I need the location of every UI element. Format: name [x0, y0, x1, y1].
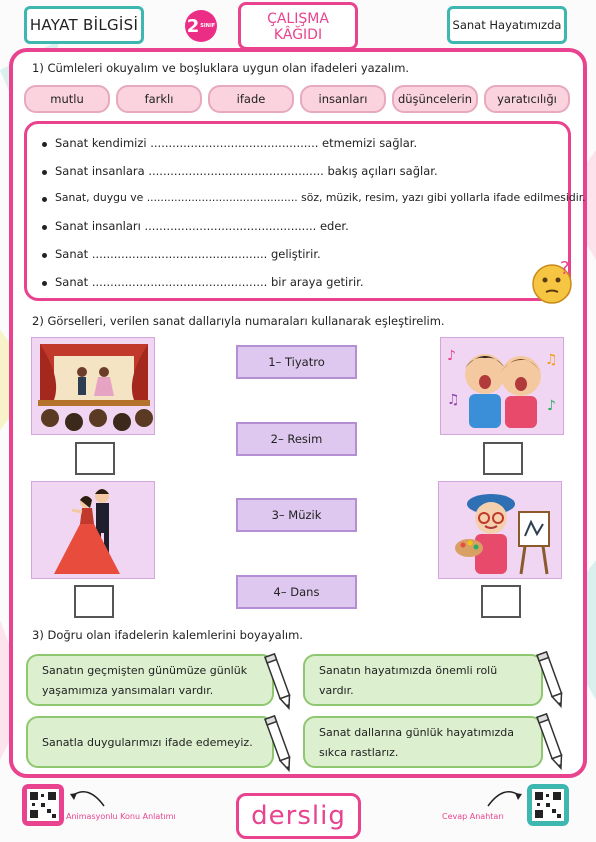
dancing-couple-icon	[32, 482, 155, 579]
word-chip: insanları	[300, 85, 386, 113]
statement-4	[303, 716, 543, 768]
statement-1	[26, 654, 274, 706]
sentence-6[interactable]: Sanat ................................................ bir araya getirir.	[55, 275, 364, 289]
brand-logo: derslig	[236, 793, 361, 839]
animated-lesson-link[interactable]: Animasyonlu Konu Anlatımı	[66, 812, 176, 821]
pencil-icon[interactable]	[264, 712, 294, 774]
pencil-icon[interactable]	[536, 710, 566, 772]
answer-box-music[interactable]	[483, 442, 523, 475]
sentence-3[interactable]: Sanat, duygu ve ............................................ söz, müzik, resim, yazı gibi yollarla ifade edilmesidir.	[55, 191, 586, 204]
word-chip: mutlu	[24, 85, 110, 113]
branch-label-theatre: 1– Tiyatro	[236, 345, 357, 379]
sentence-box	[24, 121, 586, 301]
sentence-1[interactable]: Sanat kendimizi .............................................. etmemizi sağlar.	[55, 136, 418, 150]
statement-4-line1: Sanat dallarına günlük hayatımızda	[319, 726, 515, 739]
grade-number: 2	[186, 15, 200, 37]
pencil-icon[interactable]	[264, 650, 294, 712]
grade-badge	[185, 10, 217, 42]
statement-1-line2: yaşamımıza yansımaları vardır.	[42, 684, 214, 697]
word-chip: yaratıcılığı	[484, 85, 570, 113]
painter-girl-icon	[439, 482, 562, 579]
topic-title: Sanat Hayatımızda	[447, 6, 567, 44]
svg-text:♫: ♫	[447, 392, 460, 408]
answer-box-theatre[interactable]	[75, 442, 115, 475]
statement-3-line1: Sanatla duygularımızı ifade edemeyiz.	[42, 736, 253, 749]
statement-4-line2: sıkca rastlarız.	[319, 746, 399, 759]
word-chip: düşüncelerin	[392, 85, 478, 113]
word-chip: farklı	[116, 85, 202, 113]
qr-code-icon[interactable]	[22, 784, 64, 826]
music-image	[440, 337, 564, 435]
subject-title: HAYAT BİLGİSİ	[24, 6, 144, 44]
worksheet-title-line1: ÇALIŞMA	[267, 11, 329, 27]
qr-code-icon[interactable]	[527, 784, 569, 826]
sentence-4[interactable]: Sanat insanları ............................................... eder.	[55, 219, 349, 233]
statement-3	[26, 716, 274, 768]
theatre-stage-icon	[32, 338, 155, 435]
svg-text:♪: ♪	[447, 348, 456, 364]
painting-image	[438, 481, 562, 579]
word-chip: ifade	[208, 85, 294, 113]
answer-box-painting[interactable]	[481, 585, 521, 618]
worksheet-title-line2: KÂĞIDI	[273, 27, 323, 43]
branch-label-dance: 4– Dans	[236, 575, 357, 609]
q1-instruction: 1) Cümleleri okuyalım ve boşluklara uygun olan ifadeleri yazalım.	[32, 61, 410, 75]
branch-label-music: 3– Müzik	[236, 498, 357, 532]
arrow-right-icon	[484, 784, 524, 810]
branch-label-painting: 2– Resim	[236, 422, 357, 456]
statement-1-line1: Sanatın geçmişten günümüze günlük	[42, 664, 248, 677]
q2-instruction: 2) Görselleri, verilen sanat dallarıyla numaraları kullanarak eşleştirelim.	[32, 314, 445, 328]
sentence-2[interactable]: Sanat insanlara ................................................ bakış açıları sağlar.	[55, 164, 438, 178]
pencil-icon[interactable]	[536, 648, 566, 710]
thinking-emoji-icon	[528, 258, 578, 306]
answer-box-dance[interactable]	[74, 585, 114, 618]
statement-2-line2: vardır.	[319, 684, 354, 697]
dance-image	[31, 481, 155, 579]
arrow-left-icon	[68, 784, 108, 810]
q3-instruction: 3) Doğru olan ifadelerin kalemlerini boyayalım.	[32, 628, 303, 642]
svg-text:♪: ♪	[547, 398, 556, 414]
svg-text:♫: ♫	[545, 352, 558, 368]
singing-children-icon	[441, 338, 564, 435]
statement-2	[303, 654, 543, 706]
worksheet-title	[238, 2, 358, 50]
sentence-5[interactable]: Sanat ................................................ geliştirir.	[55, 247, 321, 261]
svg-text:?: ?	[560, 258, 570, 279]
answer-key-link[interactable]: Cevap Anahtarı	[442, 812, 504, 821]
grade-label: SINIF	[200, 22, 216, 29]
statement-2-line1: Sanatın hayatımızda önemli rolü	[319, 664, 498, 677]
theatre-image	[31, 337, 155, 435]
